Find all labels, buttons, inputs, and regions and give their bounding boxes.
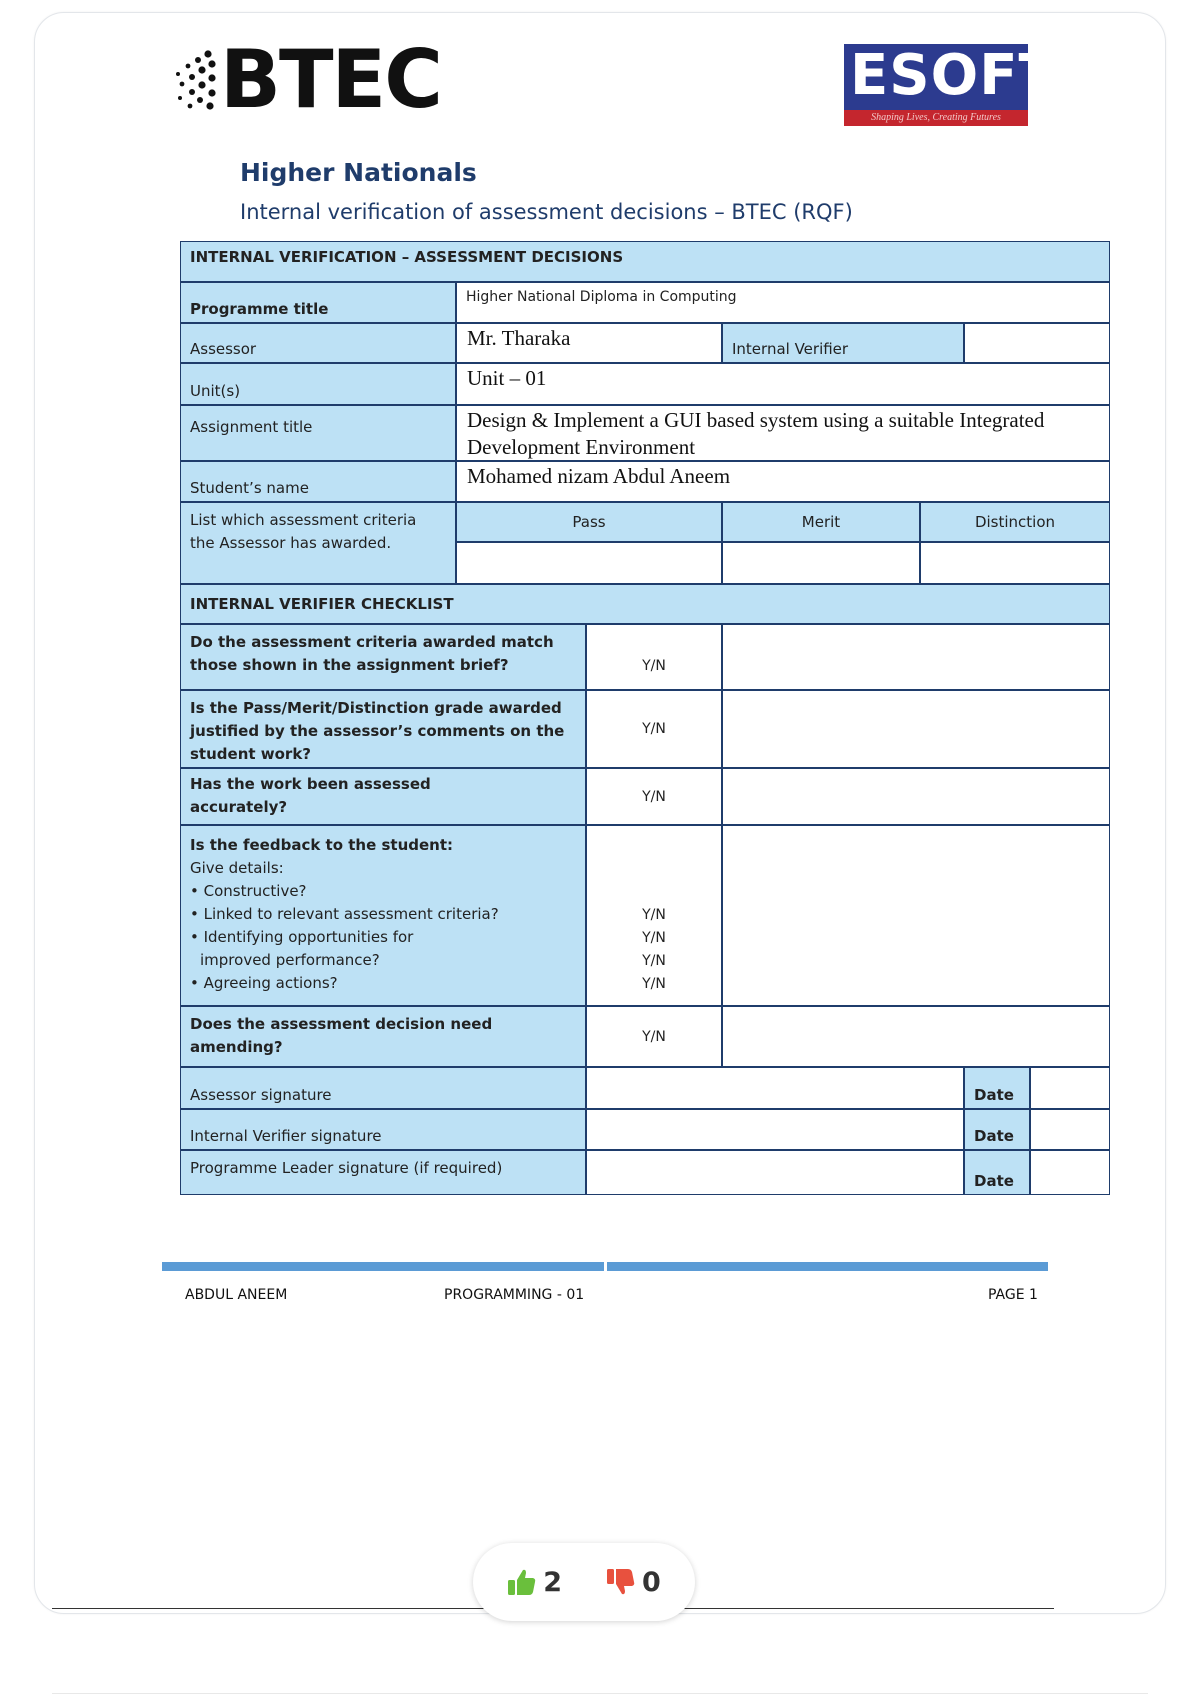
- question-line: accurately?: [190, 798, 288, 816]
- comment-field-assessed-accurately[interactable]: [722, 768, 1110, 825]
- question-line: amending?: [190, 1038, 283, 1056]
- question-line: Is the feedback to the student:: [190, 836, 454, 854]
- yn-answer-grade-justified[interactable]: Y/N: [586, 690, 722, 768]
- like-count: 2: [543, 1566, 562, 1598]
- reaction-bar: [473, 1543, 695, 1621]
- question-line: those shown in the assignment brief?: [190, 656, 509, 674]
- comment-field-criteria-match[interactable]: [722, 624, 1110, 690]
- thumbs-up-icon: [507, 1568, 537, 1596]
- assessor-value: Mr. Tharaka: [456, 323, 722, 363]
- assessor-date-label: Date: [964, 1067, 1030, 1109]
- internal-verifier-label: Internal Verifier: [722, 323, 964, 363]
- yn-answer-assessed-accurately[interactable]: Y/N: [586, 768, 722, 825]
- comment-field-feedback[interactable]: [722, 825, 1110, 1006]
- grade-distinction-field[interactable]: [920, 542, 1110, 584]
- esoft-tagline: Shaping Lives, Creating Futures: [844, 110, 1028, 126]
- question-line: Is the Pass/Merit/Distinction grade awarded: [190, 699, 562, 717]
- btec-logo: [172, 33, 441, 126]
- unit-label: Unit(s): [180, 363, 456, 405]
- checklist-question-feedback: [180, 825, 586, 1006]
- assignment-title-label: Assignment title: [180, 405, 456, 461]
- question-line: justified by the assessor’s comments on the: [190, 722, 565, 740]
- assessor-signature-field[interactable]: [586, 1067, 964, 1109]
- criteria-awarded-label: [180, 502, 456, 584]
- question-line: • Constructive?: [190, 882, 307, 900]
- esoft-logo: [844, 43, 1058, 126]
- comment-field-decision-amending[interactable]: [722, 1006, 1110, 1067]
- footer-module: PROGRAMMING - 01: [444, 1287, 585, 1303]
- pl-signature-field[interactable]: [586, 1150, 964, 1195]
- footer-rule-right: [607, 1262, 1048, 1271]
- checklist-question-decision-amending: [180, 1006, 586, 1067]
- assignment-title-value: Design & Implement a GUI based system using a suitable Integrated Development Environment: [456, 405, 1110, 461]
- student-name-value: Mohamed nizam Abdul Aneem: [456, 461, 1110, 502]
- section-heading-verifier-checklist: INTERNAL VERIFIER CHECKLIST: [180, 584, 1110, 624]
- student-name-label: Student’s name: [180, 461, 456, 502]
- grade-header-merit: Merit: [722, 502, 920, 542]
- grade-header-pass: Pass: [456, 502, 722, 542]
- internal-verifier-value: [964, 323, 1110, 363]
- yn-answer-linked-criteria[interactable]: Y/N: [642, 930, 666, 946]
- iv-signature-field[interactable]: [586, 1109, 964, 1150]
- assessor-label: Assessor: [180, 323, 456, 363]
- pl-signature-label: Programme Leader signature (if required): [180, 1150, 586, 1195]
- question-line: • Identifying opportunities for: [190, 928, 414, 946]
- assessor-signature-label: Assessor signature: [180, 1067, 586, 1109]
- next-page-edge: [52, 1693, 1148, 1694]
- grade-pass-field[interactable]: [456, 542, 722, 584]
- criteria-awarded-label-line-2: the Assessor has awarded.: [190, 534, 392, 552]
- pl-date-field[interactable]: [1030, 1150, 1110, 1195]
- iv-signature-label: Internal Verifier signature: [180, 1109, 586, 1150]
- btec-logo-text: BTEC: [220, 33, 441, 126]
- programme-title-label: Programme title: [180, 282, 456, 323]
- footer-author: ABDUL ANEEM: [185, 1287, 288, 1303]
- yn-answer-decision-amending[interactable]: Y/N: [586, 1006, 722, 1067]
- checklist-question-assessed-accurately: [180, 768, 586, 825]
- unit-value: Unit – 01: [456, 363, 1110, 405]
- question-line: student work?: [190, 745, 311, 763]
- checklist-question-grade-justified: [180, 690, 586, 768]
- grade-header-distinction: Distinction: [920, 502, 1110, 542]
- pl-date-label: Date: [964, 1150, 1030, 1195]
- iv-date-field[interactable]: [1030, 1109, 1110, 1150]
- dislike-button[interactable]: [606, 1567, 661, 1598]
- document-subtitle: Internal verification of assessment decisions – BTEC (RQF): [240, 200, 853, 224]
- thumbs-down-icon: [606, 1568, 636, 1596]
- question-line: • Linked to relevant assessment criteria?: [190, 905, 499, 923]
- document-title: Higher Nationals: [240, 158, 477, 187]
- assessor-date-field[interactable]: [1030, 1067, 1110, 1109]
- yn-answer-constructive[interactable]: Y/N: [642, 907, 666, 923]
- iv-date-label: Date: [964, 1109, 1030, 1150]
- question-line: Give details:: [190, 859, 284, 877]
- question-line: Do the assessment criteria awarded match: [190, 633, 554, 651]
- yn-answer-criteria-match[interactable]: Y/N: [586, 624, 722, 690]
- question-line: improved performance?: [200, 951, 380, 969]
- section-heading-assessment-decisions: INTERNAL VERIFICATION – ASSESSMENT DECISIONS: [180, 241, 1110, 282]
- esoft-logo-text: ESOFT: [850, 43, 1058, 108]
- criteria-awarded-label-line-1: List which assessment criteria: [190, 511, 417, 529]
- programme-title-value: Higher National Diploma in Computing: [456, 282, 1110, 323]
- btec-dots-icon: [172, 50, 218, 110]
- yn-answer-agreeing-actions[interactable]: Y/N: [642, 976, 666, 992]
- question-line: • Agreeing actions?: [190, 974, 338, 992]
- footer-page-number: PAGE 1: [988, 1287, 1038, 1303]
- comment-field-grade-justified[interactable]: [722, 690, 1110, 768]
- dislike-count: 0: [642, 1566, 661, 1598]
- checklist-question-criteria-match: [180, 624, 586, 690]
- question-line: Does the assessment decision need: [190, 1015, 493, 1033]
- like-button[interactable]: [507, 1567, 562, 1598]
- question-line: Has the work been assessed: [190, 775, 431, 793]
- yn-answer-opportunities[interactable]: Y/N: [642, 953, 666, 969]
- grade-merit-field[interactable]: [722, 542, 920, 584]
- footer-rule-left: [162, 1262, 604, 1271]
- yn-answer-feedback-group: [586, 825, 722, 1006]
